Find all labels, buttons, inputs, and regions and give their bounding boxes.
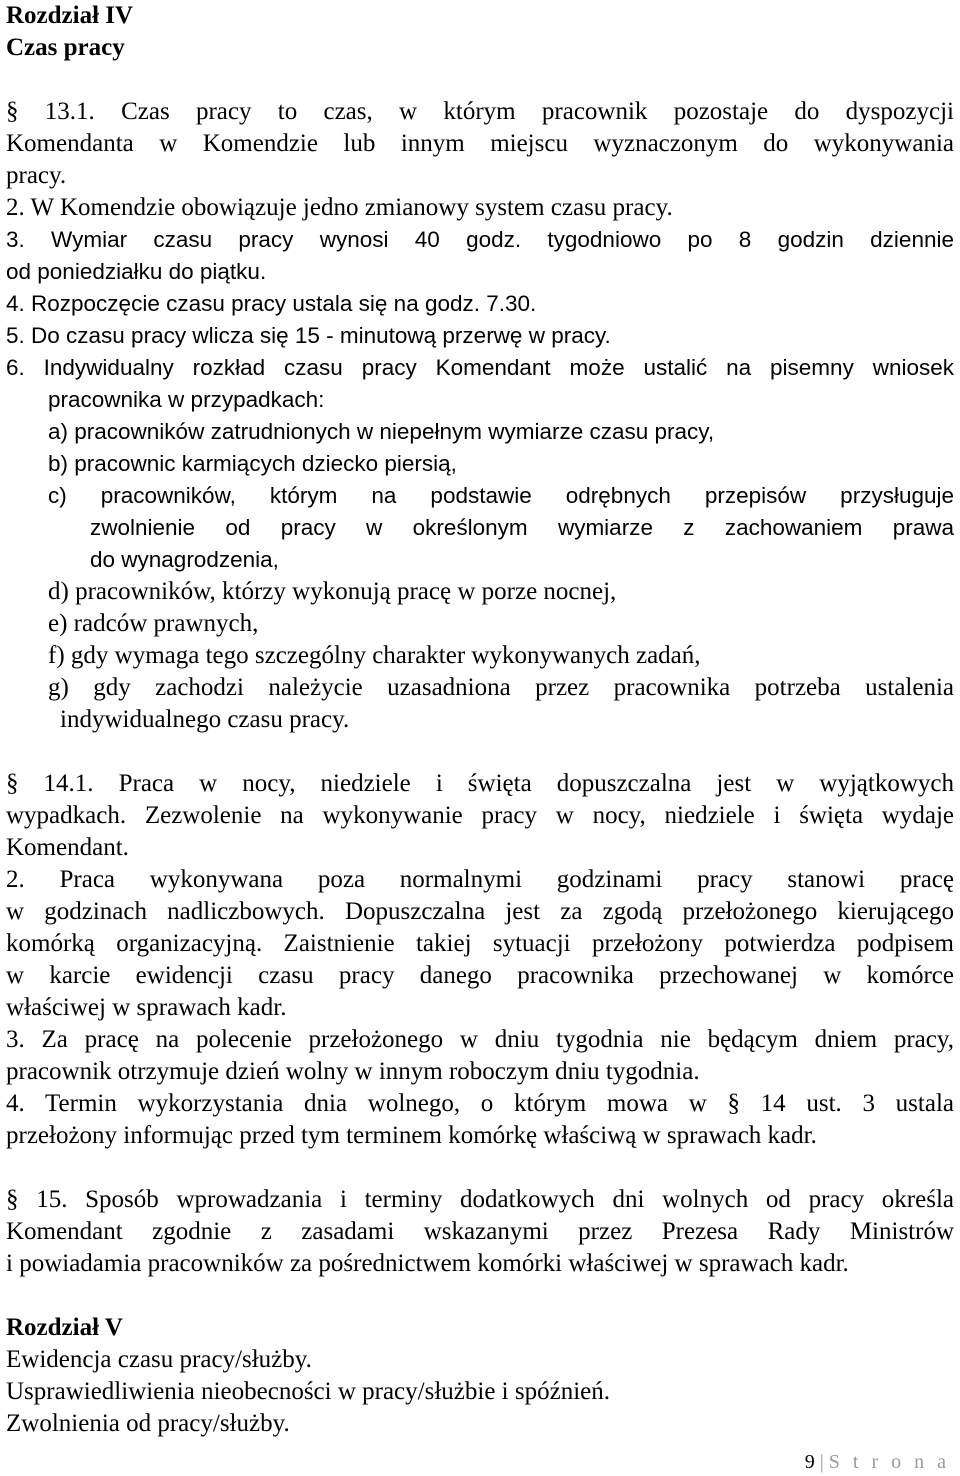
section-13-para-1-end: pracy. [6, 162, 67, 189]
list-item-c: c) pracowników, którym na podstawie odrębnych przepisów przysługuje [48, 483, 954, 508]
list-item-b: b) pracownic karmiących dziecko piersią, [48, 451, 457, 476]
list-item-e: e) radców prawnych, [48, 610, 259, 637]
section-13-para-2: 2. W Komendzie obowiązuje jedno zmianowy system czasu pracy. [6, 194, 673, 221]
list-item-d: d) pracowników, którzy wykonują pracę w porze nocnej, [48, 578, 617, 605]
section-14-para-4-end: przełożony informując przed tym terminem komórkę właściwą w sprawach kadr. [6, 1122, 817, 1149]
list-item-g: g) gdy zachodzi należycie uzasadniona przez pracownika potrzeba ustalenia [48, 674, 954, 701]
section-13-para-1-cont: Komendanta w Komendzie lub innym miejscu wyznaczonym do wykonywania [6, 130, 954, 157]
list-item-f: f) gdy wymaga tego szczególny charakter wykonywanych zadań, [48, 642, 701, 669]
section-14-para-2-cont-2: komórką organizacyjną. Zaistnienie takiej sytuacji przełożony potwierdza podpisem [6, 930, 954, 957]
chapter-5-title: Rozdział V [6, 1314, 123, 1341]
list-item-a: a) pracowników zatrudnionych w niepełnym wymiarze czasu pracy, [48, 419, 715, 444]
footer-page-label: S t r o n a [828, 1451, 950, 1473]
section-13-para-6: 6. Indywidualny rozkład czasu pracy Komendant może ustalić na pisemny wniosek [6, 355, 954, 380]
section-13-para-3: 3. Wymiar czasu pracy wynosi 40 godz. tygodniowo po 8 godzin dziennie [6, 227, 954, 252]
section-13-para-5: 5. Do czasu pracy wlicza się 15 - minutową przerwę w pracy. [6, 323, 611, 348]
section-14-para-3: 3. Za pracę na polecenie przełożonego w dniu tygodnia nie będącym dniem pracy, [6, 1026, 954, 1053]
section-14-para-2-end: właściwej w sprawach kadr. [6, 994, 287, 1021]
list-item-c-cont: zwolnienie od pracy w określonym wymiarze z zachowaniem prawa [90, 515, 954, 540]
page-footer [805, 1450, 950, 1474]
section-13-para-1: § 13.1. Czas pracy to czas, w którym pracownik pozostaje do dyspozycji [6, 98, 954, 125]
section-14-para-2: 2. Praca wykonywana poza normalnymi godzinami pracy stanowi pracę [6, 866, 954, 893]
section-14-para-3-end: pracownik otrzymuje dzień wolny w innym roboczym dniu tygodnia. [6, 1058, 700, 1085]
chapter-5-line-3: Zwolnienia od pracy/służby. [6, 1410, 290, 1437]
section-15-para: § 15. Sposób wprowadzania i terminy dodatkowych dni wolnych od pracy określa [6, 1186, 954, 1213]
chapter-4-title: Rozdział IV [6, 2, 134, 29]
footer-separator: | [819, 1451, 824, 1473]
chapter-5-line-1: Ewidencja czasu pracy/służby. [6, 1346, 312, 1373]
section-14-para-1: § 14.1. Praca w nocy, niedziele i święta dopuszczalna jest w wyjątkowych [6, 770, 954, 797]
section-15-para-end: i powiadamia pracowników za pośrednictwem komórki właściwej w sprawach kadr. [6, 1250, 849, 1277]
section-13-para-4: 4. Rozpoczęcie czasu pracy ustala się na godz. 7.30. [6, 291, 537, 316]
page-number: 9 [804, 1451, 815, 1473]
section-13-para-3-cont: od poniedziałku do piątku. [6, 259, 267, 284]
document-page [6, 0, 954, 1440]
list-item-g-cont: indywidualnego czasu pracy. [60, 706, 350, 733]
section-15-para-cont: Komendant zgodnie z zasadami wskazanymi przez Prezesa Rady Ministrów [6, 1218, 954, 1245]
section-14-para-1-cont: wypadkach. Zezwolenie na wykonywanie pracy w nocy, niedziele i święta wydaje [6, 802, 954, 829]
section-14-para-1-end: Komendant. [6, 834, 129, 861]
list-item-c-end: do wynagrodzenia, [90, 547, 279, 572]
chapter-5-line-2: Usprawiedliwienia nieobecności w pracy/służbie i spóźnień. [6, 1378, 610, 1405]
section-14-para-2-cont-3: w karcie ewidencji czasu pracy danego pracownika przechowanej w komórce [6, 962, 954, 989]
section-14-para-2-cont-1: w godzinach nadliczbowych. Dopuszczalna jest za zgodą przełożonego kierującego [6, 898, 954, 925]
section-13-para-6-cont: pracownika w przypadkach: [48, 387, 325, 412]
section-14-para-4: 4. Termin wykorzystania dnia wolnego, o którym mowa w § 14 ust. 3 ustala [6, 1090, 954, 1117]
chapter-4-subtitle: Czas pracy [6, 34, 125, 61]
